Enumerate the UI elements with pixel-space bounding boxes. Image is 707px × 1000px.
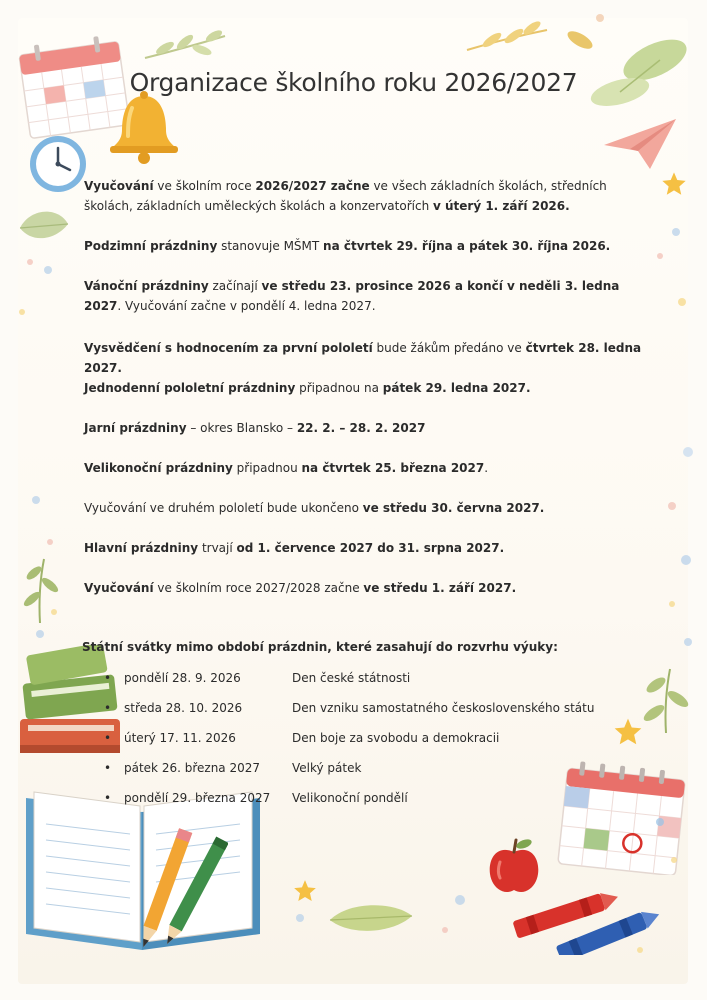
schedule-paragraph: [84, 338, 644, 378]
schedule-paragraph: [84, 538, 644, 558]
holiday-date: středa 28. 10. 2026: [124, 701, 243, 715]
text: ve všech základních školách, středních školách, základních uměleckých školách a konzervatořích: [84, 179, 607, 213]
bold-text: čtvrtek 28. ledna 2027.: [84, 341, 642, 375]
holiday-name: Den boje za svobodu a demokracii: [292, 731, 500, 745]
holiday-date: pátek 26. března 2027: [124, 761, 261, 775]
text: ve školním roce 2027/2028 začne: [153, 581, 364, 595]
schedule-paragraph: [84, 276, 644, 316]
holidays-heading: Státní svátky mimo období prázdnin, které zasahují do rozvrhu výuky:: [82, 640, 558, 654]
bold-text: od 1. července 2027 do 31. srpna 2027.: [236, 541, 505, 555]
bullet-icon: •: [104, 761, 112, 775]
holiday-date: úterý 17. 11. 2026: [124, 731, 236, 745]
schedule-paragraph: [84, 458, 644, 478]
bold-text: Velikonoční prázdniny: [84, 461, 233, 475]
bold-text: na čtvrtek 29. října a pátek 30. října 2026.: [323, 239, 611, 253]
bold-text: Hlavní prázdniny: [84, 541, 199, 555]
bold-text: na čtvrtek 25. března 2027: [301, 461, 485, 475]
bullet-icon: •: [104, 701, 112, 715]
schedule-paragraph: [84, 176, 644, 216]
holiday-name: Velký pátek: [292, 761, 362, 775]
schedule-paragraph: [84, 378, 644, 398]
text: .: [484, 461, 489, 475]
holiday-item: [104, 668, 624, 688]
text: Vyučování ve druhém pololetí bude ukončeno: [84, 501, 363, 515]
bold-text: v úterý 1. září 2026.: [433, 199, 570, 213]
holiday-item: [104, 698, 624, 718]
bold-text: Vyučování: [84, 581, 154, 595]
bold-text: Podzimní prázdniny: [84, 239, 218, 253]
bold-text: 2026/2027 začne: [255, 179, 370, 193]
text: připadnou: [232, 461, 302, 475]
schedule-paragraph: [84, 578, 644, 598]
schedule-paragraph: [84, 498, 644, 518]
holiday-item: [104, 728, 624, 748]
bullet-icon: •: [104, 671, 112, 685]
page-title: Organizace školního roku 2026/2027: [129, 68, 578, 97]
bold-text: 22. 2. – 28. 2. 2027: [296, 421, 426, 435]
schedule-paragraph: [84, 236, 644, 256]
text: trvají: [198, 541, 237, 555]
bullet-icon: •: [104, 791, 112, 805]
text: – okres Blansko –: [186, 421, 297, 435]
holiday-name: Velikonoční pondělí: [292, 791, 408, 805]
text: stanovuje MŠMT: [217, 239, 324, 253]
bullet-icon: •: [104, 731, 112, 745]
text: začínají: [208, 279, 262, 293]
bold-text: Jarní prázdniny: [84, 421, 187, 435]
bold-text: Jednodenní pololetní prázdniny: [84, 381, 296, 395]
text: bude žákům předáno ve: [372, 341, 526, 355]
bold-text: ve středu 1. září 2027.: [363, 581, 517, 595]
text: ve školním roce: [153, 179, 256, 193]
text: připadnou na: [295, 381, 383, 395]
holiday-date: pondělí 28. 9. 2026: [124, 671, 241, 685]
text: . Vyučování začne v pondělí 4. ledna 2027.: [117, 299, 376, 313]
holiday-name: Den vzniku samostatného československého státu: [292, 701, 595, 715]
bold-text: Vysvědčení s hodnocením za první pololetí: [84, 341, 373, 355]
bold-text: Vyučování: [84, 179, 154, 193]
bold-text: ve středu 30. června 2027.: [362, 501, 545, 515]
schedule-paragraph: [84, 418, 644, 438]
bold-text: ve středu 23. prosince 2026 a končí v neděli 3. ledna 2027: [84, 279, 620, 313]
bold-text: Vánoční prázdniny: [84, 279, 209, 293]
holiday-name: Den české státnosti: [292, 671, 411, 685]
holiday-item: [104, 788, 624, 808]
holiday-item: [104, 758, 624, 778]
bold-text: pátek 29. ledna 2027.: [382, 381, 531, 395]
holiday-date: pondělí 29. března 2027: [124, 791, 271, 805]
